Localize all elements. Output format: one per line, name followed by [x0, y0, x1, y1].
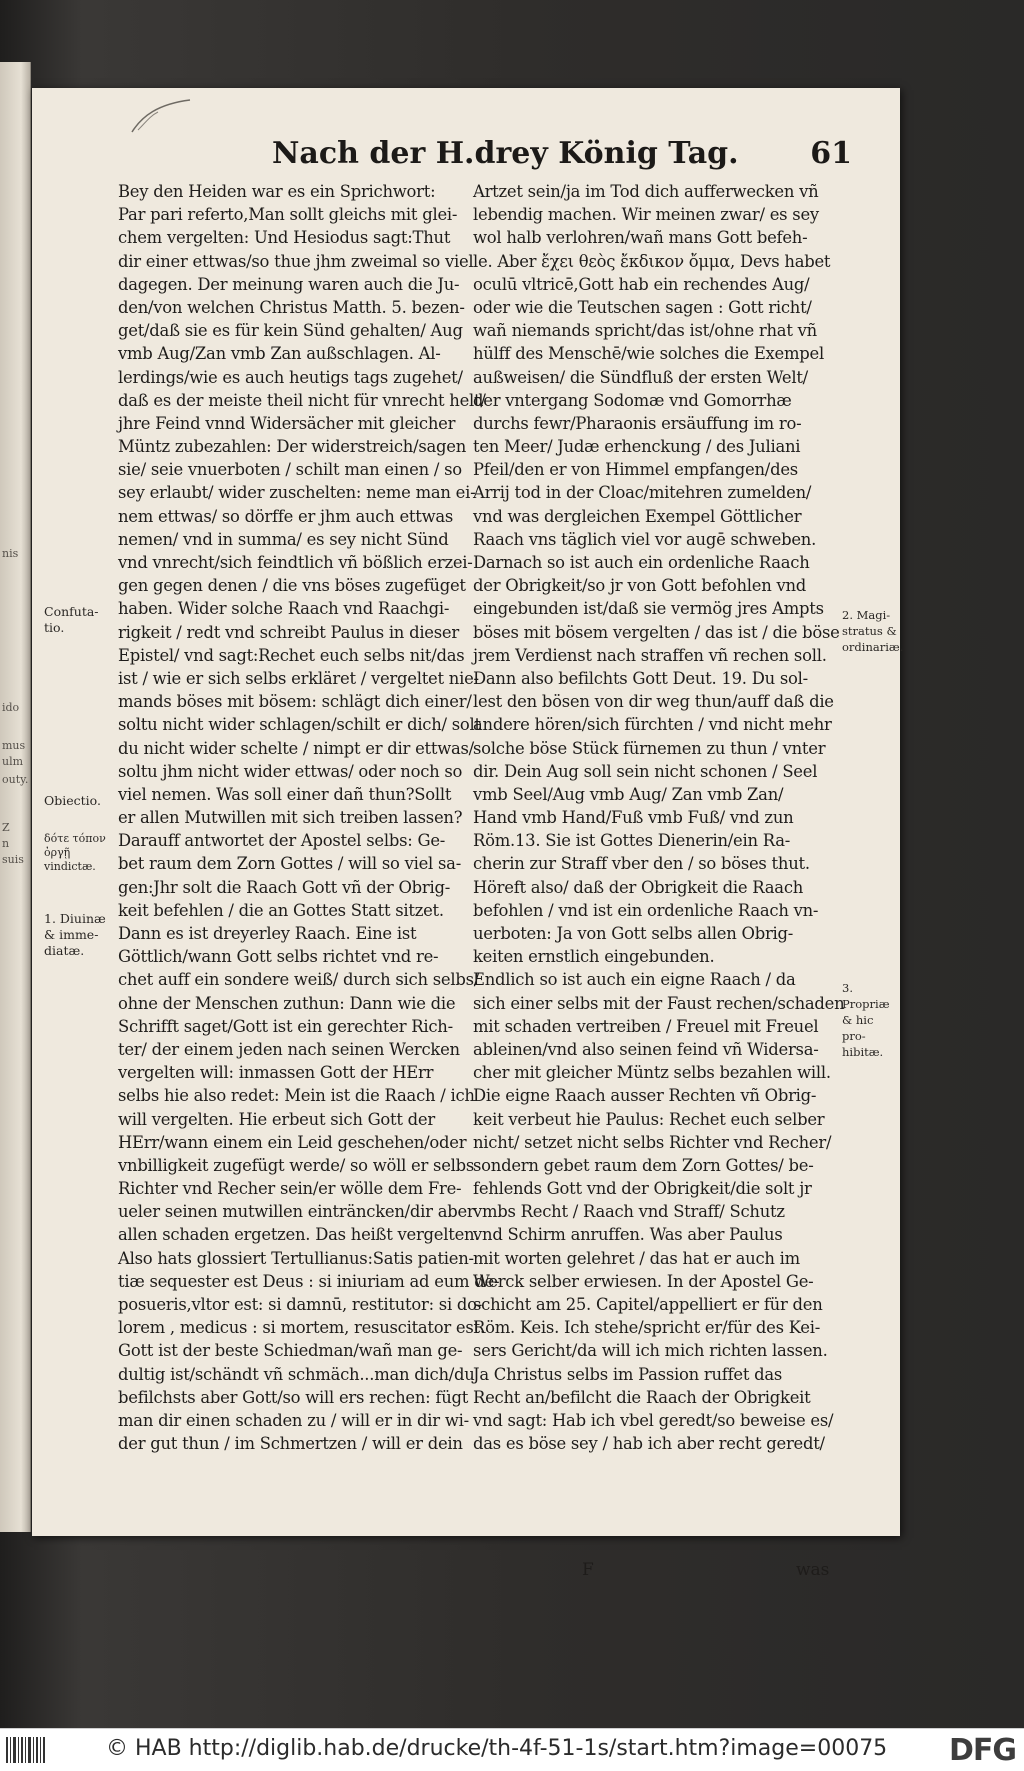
- text-line: le. Aber ἔχει θεὸς ἔκδικον ὄμμα, Devs habet: [473, 251, 831, 271]
- text-line: keit befehlen / die an Gottes Statt sitzet.: [118, 900, 444, 920]
- margin-note-diuina: 1. Diuinæ & imme- diatæ.: [44, 911, 106, 958]
- text-line: nemen/ vnd in summa/ es sey nicht Sünd: [118, 529, 449, 549]
- text-line: vergelten will: inmassen Gott der HErr: [118, 1063, 434, 1083]
- text-line: Höreft also/ daß der Obrigkeit die Raach: [473, 877, 804, 897]
- text-line: Darnach so ist auch ein ordenliche Raach: [473, 553, 810, 572]
- text-line: vmbs Recht / Raach vnd Straff/ Schutz: [473, 1202, 785, 1222]
- text-line: das es böse sey / hab ich aber recht geredt/: [473, 1434, 825, 1454]
- text-line: keiten ernstlich eingebunden.: [473, 947, 715, 967]
- margin-note-magistratus: 2. Magi- stratus & ordinariæ.: [842, 608, 904, 654]
- text-line: ist / wie er sich selbs erkläret / vergeltet nie-: [118, 668, 479, 688]
- text-line: lorem , medicus : si mortem, resuscitator est.: [118, 1318, 485, 1338]
- page-number: 61: [810, 136, 852, 171]
- text-line: posueris,vltor est: si damnū, restitutor: si do-: [118, 1295, 483, 1314]
- text-line: vnd vnrecht/sich feindtlich vñ bößlich erzei-: [118, 553, 473, 572]
- text-line: chem vergelten: Und Hesiodus sagt:Thut: [118, 228, 451, 248]
- text-line: keit verbeut hie Paulus: Rechet euch selber: [473, 1109, 825, 1129]
- text-line: selbs hie also redet: Mein ist die Raach / ich: [118, 1086, 475, 1106]
- text-line: oculū vltricē,Gott hab ein rechendes Aug/: [473, 274, 810, 294]
- text-line: Gott ist der beste Schiedman/wañ man ge-: [118, 1341, 463, 1361]
- text-line: ohne der Menschen zuthun: Dann wie die: [118, 993, 456, 1013]
- text-line: haben. Wider solche Raach vnd Raachgi-: [118, 599, 450, 619]
- text-line: get/daß sie es für kein Sünd gehalten/ Aug: [118, 321, 463, 341]
- pen-stroke-mark: [128, 96, 198, 136]
- text-line: den/von welchen Christus Matth. 5. bezen-: [118, 297, 465, 317]
- dfg-logo: DFG: [948, 1733, 1016, 1768]
- text-line: wol halb verlohren/wañ mans Gott befeh-: [473, 228, 808, 248]
- text-line: Schrifft saget/Gott ist ein gerechter Rich-: [118, 1016, 453, 1036]
- text-line: sondern gebet raum dem Zorn Gottes/ be-: [473, 1155, 814, 1175]
- text-line: will vergelten. Hie erbeut sich Gott der: [118, 1109, 435, 1129]
- book-page: [32, 88, 904, 1580]
- text-line: gen:Jhr solt die Raach Gott vñ der Obrig-: [118, 877, 451, 897]
- margin-note-confutatio: Confuta- tio.: [44, 604, 99, 635]
- text-line: er allen Mutwillen mit sich treiben lassen?: [118, 808, 463, 828]
- prev-page-fragment: outy.: [2, 773, 29, 786]
- text-line: tiæ sequester est Deus : si iniuriam ad eum de-: [118, 1271, 500, 1291]
- text-line: Darauff antwortet der Apostel selbs: Ge-: [118, 831, 446, 851]
- text-line: oder wie die Teutschen sagen : Gott richt/: [473, 297, 812, 317]
- text-line: Endlich so ist auch ein eigne Raach / da: [473, 970, 796, 990]
- text-line: ueler seinen mutwillen einträncken/dir aber: [118, 1202, 475, 1222]
- text-line: allen schaden ergetzen. Das heißt vergelten.: [118, 1225, 480, 1245]
- text-line: Ja Christus selbs im Passion ruffet das: [473, 1364, 783, 1384]
- prev-page-fragment: Z: [2, 821, 10, 834]
- right-text-column: [473, 180, 845, 1455]
- text-line: Göttlich/wann Gott selbs richtet vnd re-: [118, 947, 439, 967]
- text-line: Raach vns täglich viel vor augē schweben.: [473, 529, 817, 549]
- text-line: ableinen/vnd also seinen feind vñ Widersa-: [473, 1039, 819, 1059]
- margin-note-propriae: 3. Propriæ & hic pro- hibitæ.: [842, 981, 890, 1059]
- text-line: Arrij tod in der Cloac/mitehren zumelden/: [473, 483, 812, 503]
- text-line: jrem Verdienst nach straffen vñ rechen soll.: [473, 645, 827, 665]
- text-line: dultig ist/schändt vñ schmäch...man dich/du: [118, 1364, 475, 1384]
- text-line: befilchsts aber Gott/so will ers rechen: fügt: [118, 1387, 469, 1407]
- text-line: durchs fewr/Pharaonis ersäuffung im ro-: [473, 413, 802, 433]
- prev-page-fragment: nis: [2, 547, 19, 560]
- text-line: nem ettwas/ so dörffe er jhm auch ettwas: [118, 506, 454, 526]
- text-line: vnbilligkeit zugefügt werde/ so wöll er selbs: [118, 1155, 475, 1175]
- text-line: außweisen/ die Sündfluß der ersten Welt/: [473, 367, 808, 387]
- text-line: dir einer ettwas/so thue jhm zweimal so viel: [118, 251, 474, 271]
- text-line: Par pari referto,Man sollt gleichs mit glei-: [118, 205, 458, 225]
- text-line: der Obrigkeit/so jr von Gott befohlen vnd: [473, 576, 807, 596]
- text-line: Die eigne Raach ausser Rechten vñ Obrig-: [473, 1086, 817, 1106]
- text-line: chet auff ein sondere weiß/ durch sich selbs/: [118, 970, 479, 990]
- text-line: soltu nicht wider schlagen/schilt er dich/ solt: [118, 715, 481, 735]
- signature-mark: F: [582, 1560, 594, 1580]
- text-line: mit schaden vertreiben / Freuel mit Freuel: [473, 1016, 819, 1036]
- text-line: sers Gericht/da will ich mich richten lassen.: [473, 1341, 828, 1361]
- text-line: viel nemen. Was soll einer dañ thun?Sollt: [118, 784, 452, 804]
- left-text-column: [118, 180, 500, 1455]
- text-line: HErr/wann einem ein Leid geschehen/oder: [118, 1132, 467, 1152]
- text-line: der vntergang Sodomæ vnd Gomorrhæ: [473, 390, 792, 410]
- text-line: andere hören/sich fürchten / vnd nicht mehr: [473, 715, 832, 735]
- text-line: vmb Seel/Aug vmb Aug/ Zan vmb Zan/: [473, 784, 784, 804]
- text-line: der gut thun / im Schmertzen / will er dein: [118, 1434, 463, 1454]
- text-line: schicht am 25. Capitel/appelliert er für den: [473, 1295, 823, 1314]
- text-line: böses mit bösem vergelten / das ist / die böse: [473, 622, 840, 642]
- text-line: solche böse Stück fürnemen zu thun / vnter: [473, 738, 826, 758]
- text-line: Pfeil/den er von Himmel empfangen/des: [473, 460, 798, 480]
- text-line: dir. Dein Aug soll sein nicht schonen / Seel: [473, 761, 818, 781]
- previous-page-edge: [0, 62, 31, 1532]
- text-line: rigkeit / redt vnd schreibt Paulus in dieser: [118, 622, 459, 642]
- copyright-link[interactable]: © HAB http://diglib.hab.de/drucke/th-4f-51-1s/start.htm?image=00075: [106, 1736, 888, 1761]
- text-line: Recht an/befilcht die Raach der Obrigkeit: [473, 1387, 811, 1407]
- catchword: was: [796, 1560, 830, 1580]
- margin-note-vindicatio: δότε τόπον ὀργῇ vindictæ.: [44, 832, 106, 873]
- prev-page-fragment: ido: [2, 701, 20, 714]
- text-line: mands böses mit bösem: schlägt dich einer/: [118, 692, 472, 712]
- text-line: Bey den Heiden war es ein Sprichwort:: [118, 182, 436, 201]
- prev-page-fragment: suis: [2, 853, 24, 866]
- text-line: Müntz zubezahlen: Der widerstreich/sagen: [118, 437, 467, 457]
- text-line: du nicht wider schelte / nimpt er dir ettwas/: [118, 738, 474, 758]
- text-line: daß es der meiste theil nicht für vnrecht helt/: [118, 390, 486, 410]
- text-line: sey erlaubt/ wider zuschelten: neme man ei-: [118, 483, 476, 503]
- text-line: lerdings/wie es auch heutigs tags zugehet/: [118, 367, 463, 387]
- text-line: cherin zur Straff vber den / so böses thut.: [473, 854, 810, 874]
- text-line: eingebunden ist/daß sie vermög jres Ampts: [473, 599, 824, 619]
- prev-page-fragment: mus: [2, 739, 26, 752]
- running-title: Nach der H.drey König Tag.: [272, 136, 739, 171]
- margin-note-obiectio: Obiectio.: [44, 793, 101, 808]
- prev-page-fragment: ulm: [2, 755, 24, 768]
- text-line: man dir einen schaden zu / will er in dir wi-: [118, 1410, 469, 1430]
- text-line: Richter vnd Recher sein/er wölle dem Fre-: [118, 1179, 462, 1199]
- text-line: uerboten: Ja von Gott selbs allen Obrig-: [473, 924, 794, 943]
- text-line: Dann also befilchts Gott Deut. 19. Du sol-: [473, 668, 808, 688]
- text-line: Hand vmb Hand/Fuß vmb Fuß/ vnd zun: [473, 808, 794, 828]
- text-line: sie/ seie vnuerboten / schilt man einen / so: [118, 460, 462, 480]
- text-line: vmb Aug/Zan vmb Zan außschlagen. Al-: [118, 344, 441, 364]
- text-line: Werck selber erwiesen. In der Apostel Ge-: [473, 1271, 814, 1291]
- text-line: Artzet sein/ja im Tod dich aufferwecken vñ: [473, 182, 819, 201]
- text-line: fehlends Gott vnd der Obrigkeit/die solt jr: [473, 1179, 812, 1199]
- text-line: jhre Feind vnnd Widersächer mit gleicher: [118, 413, 456, 433]
- text-line: mit worten gelehret / das hat er auch im: [473, 1248, 800, 1268]
- text-line: lest den bösen von dir weg thun/auff daß die: [473, 692, 834, 712]
- text-line: Röm. Keis. Ich stehe/spricht er/für des Kei-: [473, 1318, 820, 1338]
- text-line: Röm.13. Sie ist Gottes Dienerin/ein Ra-: [473, 831, 791, 851]
- text-line: wañ niemands spricht/das ist/ohne rhat vñ: [473, 321, 817, 341]
- text-line: hülff des Menschē/wie solches die Exempel: [473, 344, 824, 364]
- text-line: befohlen / vnd ist ein ordenliche Raach vn-: [473, 900, 819, 920]
- barcode-icon: [6, 1737, 46, 1763]
- text-line: lebendig machen. Wir meinen zwar/ es sey: [473, 205, 819, 225]
- text-line: sich einer selbs mit der Faust rechen/schaden: [473, 993, 845, 1013]
- text-line: nicht/ setzet nicht selbs Richter vnd Recher/: [473, 1132, 832, 1152]
- text-line: Also hats glossiert Tertullianus:Satis patien-: [118, 1248, 474, 1268]
- text-line: bet raum dem Zorn Gottes / will so viel sa-: [118, 854, 461, 874]
- text-line: Epistel/ vnd sagt:Rechet euch selbs nit/das: [118, 645, 465, 665]
- text-line: vnd Schirm anruffen. Was aber Paulus: [473, 1225, 783, 1245]
- footer-bar: [0, 1728, 1024, 1771]
- text-line: Dann es ist dreyerley Raach. Eine ist: [118, 924, 417, 943]
- text-line: gen gegen denen / die vns böses zugefüget: [118, 576, 466, 596]
- text-line: vnd sagt: Hab ich vbel geredt/so beweise es/: [473, 1410, 834, 1430]
- page-header: [272, 136, 852, 178]
- prev-page-fragment: n: [2, 837, 10, 850]
- text-line: ter/ der einem jeden nach seinen Wercken: [118, 1039, 460, 1059]
- text-line: ten Meer/ Judæ erhenckung / des Juliani: [473, 437, 801, 457]
- text-line: soltu jhm nicht wider ettwas/ oder noch so: [118, 761, 463, 781]
- text-line: vnd was dergleichen Exempel Göttlicher: [473, 506, 802, 526]
- text-line: dagegen. Der meinung waren auch die Ju-: [118, 274, 460, 294]
- text-line: cher mit gleicher Müntz selbs bezahlen will.: [473, 1063, 831, 1083]
